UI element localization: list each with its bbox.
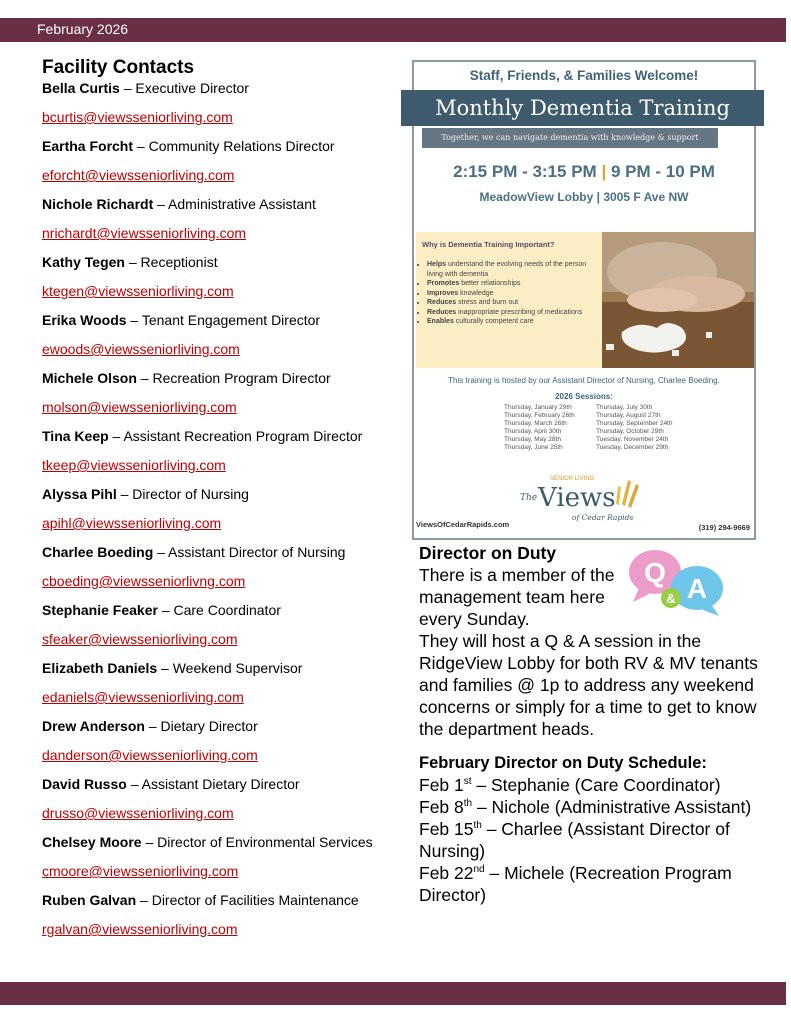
contact-role: – Assistant Recreation Program Director [108,428,363,444]
contact-name-line [42,79,402,97]
session-date: Thursday, March 26th [504,420,567,427]
flyer-website: ViewsOfCedarRapids.com [416,520,510,529]
session-date: Thursday, June 25th [504,444,563,451]
contact-email-link[interactable]: nrichardt@viewsseniorliving.com [42,225,247,241]
header-bar [0,18,786,42]
contact-role: – Tenant Engagement Director [126,312,321,328]
contact-name: Eartha Forcht [42,138,134,154]
why-item-text: knowledge [458,289,494,297]
session-date: Thursday, September 24th [596,420,673,427]
schedule-day: Feb 8 [419,797,464,817]
dementia-training-flyer [412,60,756,540]
contact-name-line [42,891,402,909]
why-item-text: better relationships [459,280,521,287]
contact-role: – Dietary Director [144,718,258,734]
contact-name-line [42,775,402,793]
contact-email-link[interactable]: tkeep@viewsseniorliving.com [42,457,226,473]
schedule-entry [419,774,764,796]
schedule-day-suffix: th [463,798,473,810]
why-item-keyword: Reduces [427,299,457,306]
contact-name-line [42,137,402,155]
session-date: Thursday, April 30th [504,428,562,435]
why-item-keyword: Reduces [427,308,457,316]
flyer-phone: (319) 294-9669 [698,523,750,532]
contact-name-line [42,485,402,503]
contact-list [42,79,402,938]
facility-contacts [42,57,402,949]
schedule-day-suffix: th [473,820,482,832]
contact-name: Chelsey Moore [42,834,142,850]
contact-name-line [42,543,402,561]
schedule-entry [419,862,764,906]
schedule-day: Feb 1 [419,775,464,795]
contact-name-line [42,601,402,619]
why-item-text: culturally competent care [453,318,534,325]
contact-email-link[interactable]: drusso@viewsseniorliving.com [42,805,234,821]
contact-email-link[interactable]: bcurtis@viewsseniorliving.com [42,109,233,125]
logo-senior-living: SENIOR LIVING [550,476,595,482]
flyer-title-band [401,90,764,126]
contact-role: – Assistant Director of Nursing [153,544,346,560]
logo-views: Views [538,483,616,513]
hands-puzzle-photo [602,232,754,368]
sessions-title: 2026 Sessions: [555,392,613,401]
contact-name: Kathy Tegen [42,254,125,270]
contact-name-line [42,195,402,213]
session-date: Thursday, July 30th [596,404,653,411]
schedule-day-suffix: st [463,776,472,788]
sessions-left-column [504,404,575,452]
contact-name-line [42,833,402,851]
qa-ampersand: & [666,591,676,606]
contact-name-line [42,659,402,677]
why-item-keyword: Improves [427,289,459,297]
contact-role: – Weekend Supervisor [157,660,303,676]
flyer-time-separator: | [601,162,607,181]
why-item-keyword: Enables [427,318,454,325]
contact-email-link[interactable]: ktegen@viewsseniorliving.com [42,283,234,299]
contact-email-link[interactable]: cboeding@viewsseniorlivng.com [42,573,246,589]
contact-role: – Administrative Assistant [153,196,316,212]
contact-email-link[interactable]: rgalvan@viewsseniorliving.com [42,921,238,937]
flyer-location: MeadowView Lobby | 3005 F Ave NW [479,190,689,204]
why-item [427,279,599,289]
schedule-day-suffix: nd [473,864,485,876]
contact-name: Bella Curtis [42,80,120,96]
flyer-times [414,162,754,182]
contact-role: – Director of Nursing [116,486,249,502]
why-item-text: stress and burn out [456,299,519,306]
contact-email-link[interactable]: ewoods@viewsseniorliving.com [42,341,240,357]
contact-name: Michele Olson [42,370,137,386]
session-date: Tuesday, December 29th [596,444,669,451]
contact-name-line [42,717,402,735]
contact-role: – Director of Facilities Maintenance [136,892,359,908]
session-date: Thursday, February 26th [504,412,575,419]
schedule-day: Feb 15 [419,819,474,839]
contact-name: Stephanie Feaker [42,602,158,618]
contact-email-link[interactable]: sfeaker@viewsseniorliving.com [42,631,238,647]
contact-email-link[interactable]: molson@viewsseniorliving.com [42,399,237,415]
logo-the: The [520,493,538,503]
flyer-time-2: 9 PM - 10 PM [610,162,715,181]
contact-name: Alyssa Pihl [42,486,117,502]
session-date: Thursday, May 28th [504,436,561,443]
contact-name: David Russo [42,776,127,792]
sessions-right-column [596,404,672,452]
schedule-entry [419,796,764,818]
contacts-title: Facility Contacts [42,57,195,78]
why-item [427,317,599,327]
contact-email-link[interactable]: cmoore@viewsseniorliving.com [42,863,239,879]
why-list [420,260,599,327]
contact-role: – Care Coordinator [157,602,281,618]
flyer-tagline: Staff, Friends, & Families Welcome! [469,68,699,83]
contact-name: Tina Keep [42,428,109,444]
contact-email-link[interactable]: apihl@viewsseniorliving.com [42,515,222,531]
contact-name: Nichole Richardt [42,196,154,212]
contact-name-line [42,427,402,445]
duty-body: They will host a Q & A session in the RidgeView Lobby for both RV & MV tenants and families @ 1p to address any weekend concerns or simply for a time to get to know the department heads. [419,631,758,739]
contact-name-line [42,369,402,387]
why-item-keyword: Promotes [427,280,460,287]
footer-bar [0,982,786,1005]
why-title: Why is Dementia Training Important? [422,240,555,249]
why-item [427,260,599,279]
contact-email-link[interactable]: eforcht@viewsseniorliving.com [42,167,235,183]
schedule-person: – Stephanie (Care Coordinator) [471,775,721,795]
duty-intro: There is a member of the management team here every Sunday. [419,565,615,629]
contact-name-line [42,311,402,329]
schedule-list [419,774,764,906]
flyer-hosted-by: This training is hosted by our Assistant Director of Nursing, Charlee Boeding. [448,376,720,385]
schedule-person: – Charlee (Assistant Director of Nursing) [419,819,730,861]
contact-name: Erika Woods [42,312,127,328]
contact-role: – Executive Director [119,80,249,96]
flyer-subtitle: Together, we can navigate dementia with knowledge & support [422,128,718,148]
session-date: Tuesday, November 24th [596,436,669,443]
issue-date: February 2026 [37,21,129,37]
contact-name-line [42,253,402,271]
contact-name: Elizabeth Daniels [42,660,158,676]
flyer-time-1: 2:15 PM - 3:15 PM [453,162,597,181]
schedule-entry [419,818,764,862]
contact-role: – Recreation Program Director [136,370,331,386]
contact-role: – Assistant Dietary Director [126,776,300,792]
contact-email-link[interactable]: edaniels@viewsseniorliving.com [42,689,244,705]
flyer-title: Monthly Dementia Training [435,96,730,120]
director-on-duty [419,542,764,906]
schedule-day: Feb 22 [419,863,474,883]
schedule-title: February Director on Duty Schedule: [419,754,707,772]
session-date: Thursday, January 29th [504,404,572,411]
contact-name: Drew Anderson [42,718,145,734]
contact-email-link[interactable]: danderson@viewsseniorliving.com [42,747,258,763]
qa-letter-q: Q [644,557,666,588]
schedule-person: – Nichole (Administrative Assistant) [472,797,752,817]
why-item-text: inappropriate prescribing of medications [456,308,583,316]
session-date: Thursday, August 27th [596,412,661,419]
contact-role: – Director of Environmental Services [141,834,373,850]
schedule-person: – Michele (Recreation Program Director) [419,863,732,905]
views-logo [510,468,650,524]
why-item-text: understand the evolving needs of the person living with dementia [427,261,587,278]
why-item [427,298,599,308]
duty-title: Director on Duty [419,543,557,563]
why-item [427,308,599,318]
contact-name: Ruben Galvan [42,892,137,908]
contact-name: Charlee Boeding [42,544,154,560]
contact-role: – Community Relations Director [133,138,335,154]
contact-role: – Receptionist [124,254,218,270]
why-item [427,289,599,299]
qa-letter-a: A [686,573,708,604]
logo-city: of Cedar Rapids [572,513,634,522]
why-training-box [416,232,602,368]
session-date: Thursday, October 29th [596,428,664,435]
why-item-keyword: Helps [427,261,447,268]
